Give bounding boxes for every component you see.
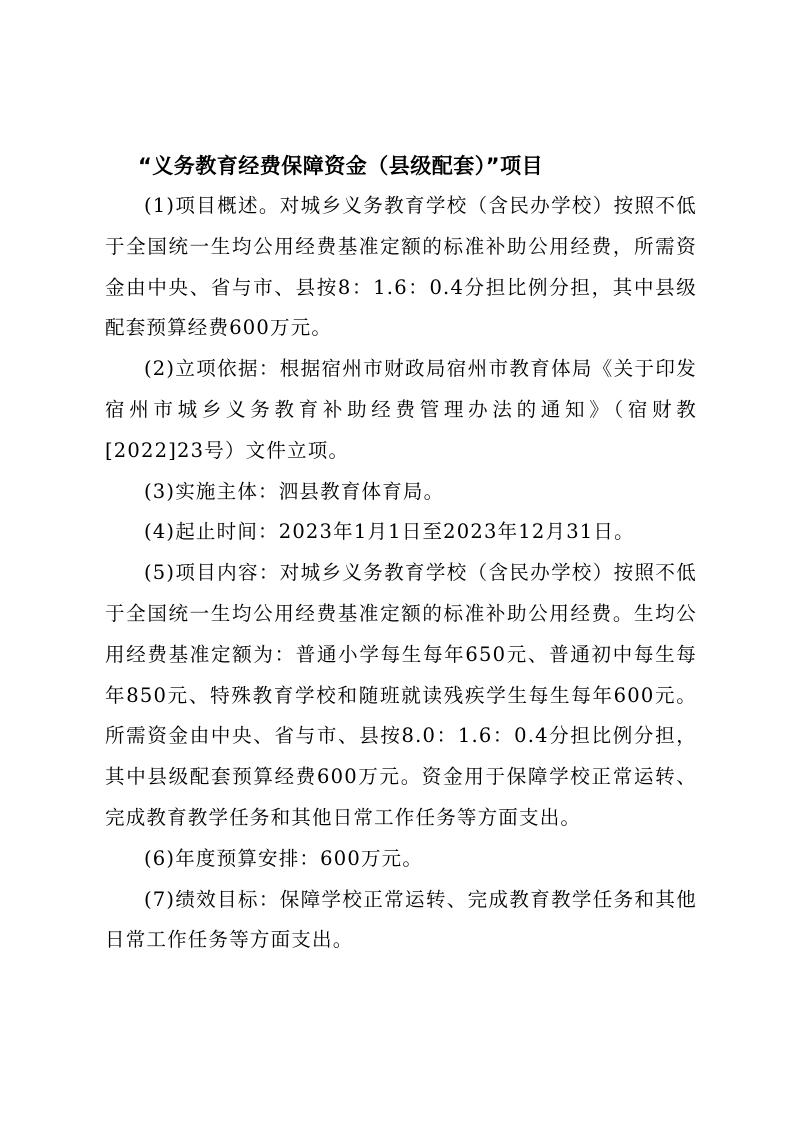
paragraph-project-basis: (2)立项依据：根据宿州市财政局宿州市教育体局《关于印发宿州市城乡义务教育补助经费管理办法的通知》（宿财教[2022]23号）文件立项。 [105, 357, 697, 462]
paragraph-performance-goal: (7)绩效目标：保障学校正常运转、完成教育教学任务和其他日常工作任务等方面支出。 [105, 887, 697, 952]
document-body [105, 186, 697, 961]
paragraph-time-period: (4)起止时间：2023年1月1日至2023年12月31日。 [144, 520, 635, 544]
paragraph-project-overview: (1)项目概述。对城乡义务教育学校（含民办学校）按照不低于全国统一生均公用经费基准定额的标准补助公用经费，所需资金由中央、省与市、县按8：1.6：0.4分担比例分担，其中县级配套预算经费600万元。 [105, 194, 697, 340]
document-title: “义务教育经费保障资金（县级配套）”项目 [138, 154, 544, 178]
paragraph-project-content: (5)项目内容：对城乡义务教育学校（含民办学校）按照不低于全国统一生均公用经费基准定额的标准补助公用经费。生均公用经费基准定额为：普通小学每生每年650元、普通初中每生每年850元、特殊教育学校和随班就读残疾学生每生每年600元。所需资金由中央、省与市、县按8.0：1.6：0.4分担比例分担，其中县级配套预算经费600万元。资金用于保障学校正常运转、完成教育教学任务和其他日常工作任务等方面支出。 [105, 561, 697, 829]
paragraph-implementing-entity: (3)实施主体：泗县教育体育局。 [144, 479, 445, 503]
paragraph-annual-budget: (6)年度预算安排：600万元。 [144, 846, 424, 870]
